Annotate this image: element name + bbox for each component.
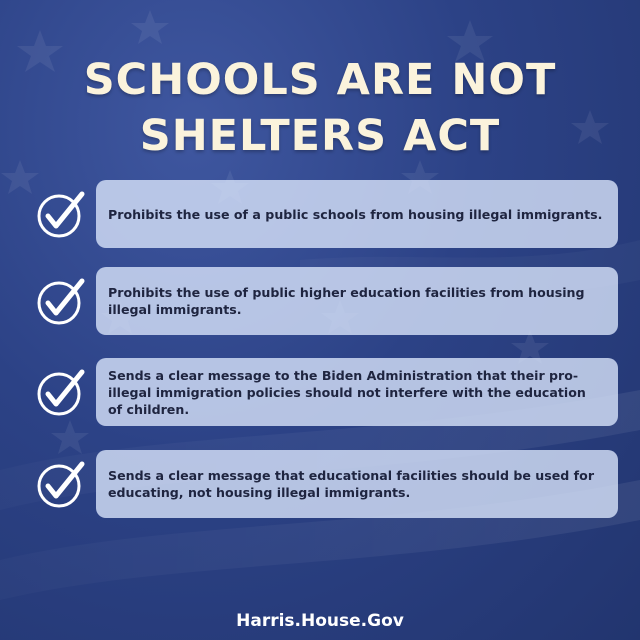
checkmark-circle-icon <box>36 275 88 327</box>
provision-item-2 <box>36 267 618 335</box>
provision-card-4 <box>96 450 618 518</box>
headline <box>0 52 640 164</box>
headline-line-2: SHELTERS ACT <box>139 111 501 161</box>
website-url: Harris.House.Gov <box>236 611 404 631</box>
checkmark-circle-icon <box>36 458 88 510</box>
checkmark-circle-icon <box>36 366 88 418</box>
checkmark-circle-icon <box>36 188 88 240</box>
provision-card-3 <box>96 358 618 426</box>
provision-card-1 <box>96 180 618 248</box>
provision-text-3: Sends a clear message to the Biden Administration that their pro-illegal immigration policies should not interfere with the education of children. <box>108 367 586 417</box>
provision-item-1 <box>36 180 618 248</box>
provision-text-1: Prohibits the use of a public schools from housing illegal immigrants. <box>108 206 603 222</box>
provision-text-2: Prohibits the use of public higher education facilities from housing illegal immigrants. <box>108 285 585 317</box>
provision-item-4 <box>36 450 618 518</box>
provision-card-2 <box>96 267 618 335</box>
headline-line-1: SCHOOLS ARE NOT <box>83 55 557 105</box>
provision-item-3 <box>36 358 618 426</box>
provision-text-4: Sends a clear message that educational facilities should be used for educating, not housing illegal immigrants. <box>108 468 595 500</box>
